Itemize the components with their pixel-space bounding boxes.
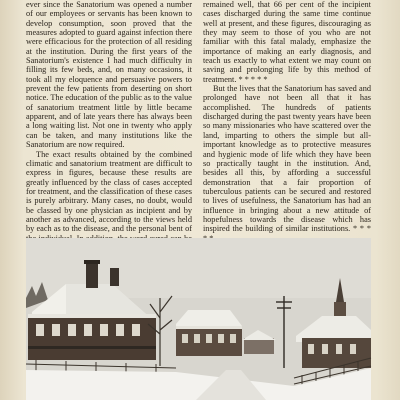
middle-building [176, 310, 242, 356]
left-text-column [26, 0, 192, 234]
sanatorium-photograph [26, 238, 371, 400]
right-paragraph-2: But the lives that the Sanatorium has saved and prolonged have not been all that it has accomplished. The hundreds of patients discharged during the past twenty years have been so many missionaries who have scattered over the land, imparting to others the simple but all-important knowledge as to protective measures and hygienic mode of life which they have been so practically taught in the institution. And, besides all this, by affording a successful demonstration that a fair proportion of tuberculous patients can be secured and restored to lives of usefulness, the Sanatorium has had an influence in bringing about a new attitude of hopefulness towards the disease which has inspired the building of similar institutions. * * * [203, 84, 371, 234]
left-paragraph-2: The exact results obtained by the combined climatic and sanatorium treatment are difficult to express in figures, because these results are greatly influenced by the class of cases accepted for treatment, and the classification of these cases is purely arbitrary. Many cases, no doubt, would be classed by one physician as incipient and by another as advanced, according to the views held by each as to the disease, and the personal bent of [26, 149, 192, 234]
left-paragraph-1: ever since the Sanatorium was opened a number of our employees or servants has been known to develop consumption, soon proved that the measures adopted to guard against infection there were efficacious for the protection of all residing at the institution. During the first years of the Sanatorium's existence I had much difficulty in filling its few beds, and, on many occasions, it took all my eloquence and persuasive powers to prevent the few patients from deserting on short notice. The education of the public as to the value of sanatorium treatment little by little became apparent, and of late years there has always been a long waiting list. Not one in twenty who apply can be taken, and many institutions like the Sanatorium are now required. [26, 0, 192, 150]
right-paragraph-1: remained well, that 66 per cent of the incipient cases discharged during the same time continue well at present, and these figures, discouraging as they may seem to those of you who are not familiar with this fatal malady, emphasize the importance of making an early diagnosis, and teach us exactly to what extent we may count on saving and prolonging life by this method of treatment. * * * * * [203, 0, 371, 84]
right-text-column [203, 0, 371, 234]
sanatorium-photo-illustration [26, 238, 371, 400]
